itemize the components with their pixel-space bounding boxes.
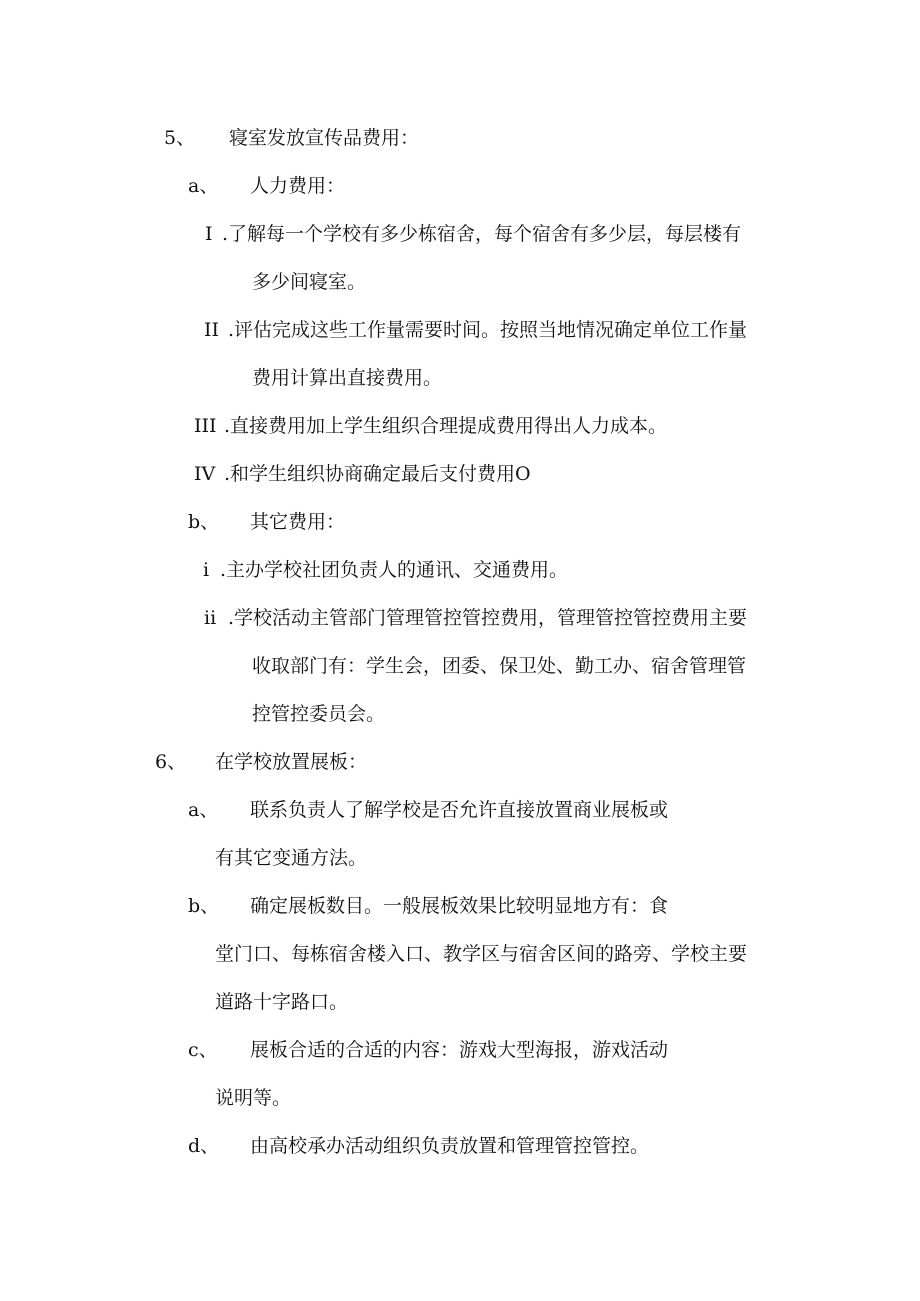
item-5b-2-line-1: .学校活动主管部门管理管控管控费用，管理管控管控费用主要 <box>228 607 748 629</box>
item-6c-marker: c、 <box>188 1039 218 1061</box>
item-5b-2-line-2: 收取部门有：学生会，团委、保卫处、勤工办、宿舍管理管 <box>252 655 747 677</box>
item-5a-4-line-1: .和学生组织协商确定最后支付费用O <box>224 463 531 485</box>
item-5b-2-line-3: 控管控委员会。 <box>252 703 386 725</box>
item-6b-line-1: 确定展板数目。一般展板效果比较明显地方有：食 <box>250 895 669 917</box>
item-5a-1-marker: I <box>205 223 213 245</box>
item-5a-4-marker: IV <box>194 463 216 485</box>
item-5a-marker: a、 <box>188 175 219 197</box>
item-6c-line-2: 说明等。 <box>215 1087 292 1109</box>
item-5b-marker: b、 <box>188 511 220 533</box>
item-6a-line-1: 联系负责人了解学校是否允许直接放置商业展板或 <box>250 799 669 821</box>
section-5-heading: 寝室发放宣传品费用： <box>229 127 420 149</box>
item-5b-1-marker: i <box>203 559 210 581</box>
item-6b-marker: b、 <box>188 895 220 917</box>
item-5b-heading: 其它费用： <box>250 511 346 533</box>
item-5a-3-marker: III <box>194 415 217 437</box>
item-5a-1-line-2: 多少间寝室。 <box>252 271 367 293</box>
item-6b-line-2: 堂门口、每栋宿舍楼入口、教学区与宿舍区间的路旁、学校主要 <box>215 943 748 965</box>
section-6-heading: 在学校放置展板： <box>215 751 368 773</box>
item-5a-2-marker: II <box>204 319 220 341</box>
item-6d-marker: d、 <box>188 1135 220 1157</box>
section-6-marker: 6、 <box>155 751 187 773</box>
item-5a-3-line-1: .直接费用加上学生组织合理提成费用得出人力成本。 <box>224 415 668 437</box>
item-6d-line-1: 由高校承办活动组织负责放置和管理管控管控。 <box>250 1135 650 1157</box>
item-6a-line-2: 有其它变通方法。 <box>215 847 368 869</box>
item-5a-1-line-1: .了解每一个学校有多少栋宿舍，每个宿舍有多少层，每层楼有 <box>222 223 742 245</box>
item-5b-1-line-1: .主办学校社团负责人的通讯、交通费用。 <box>220 559 569 581</box>
item-6c-line-1: 展板合适的合适的内容：游戏大型海报，游戏活动 <box>250 1039 669 1061</box>
item-5a-heading: 人力费用： <box>250 175 346 197</box>
section-5-marker: 5、 <box>164 127 196 149</box>
item-6b-line-3: 道路十字路口。 <box>215 991 349 1013</box>
item-5b-2-marker: ii <box>204 607 217 629</box>
item-5a-2-line-1: .评估完成这些工作量需要时间。按照当地情况确定单位工作量 <box>228 319 748 341</box>
item-6a-marker: a、 <box>188 799 219 821</box>
item-5a-2-line-2: 费用计算出直接费用。 <box>252 367 443 389</box>
